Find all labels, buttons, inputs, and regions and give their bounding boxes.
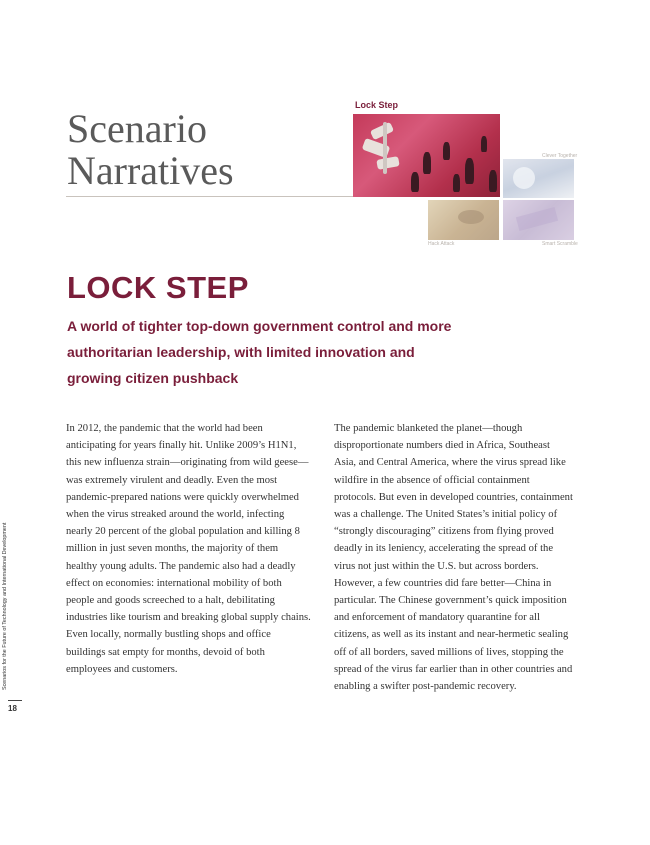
active-scenario-label: Lock Step xyxy=(355,100,399,110)
body-column-left: In 2012, the pandemic that the world had been anticipating for years finally hit. Unlike 2009’s H1N1, this new influenza strain—originating from wild geese—was extremely virulent and deadly. Even the most pandemic-prepared nations were quickly overwhelmed when the virus streaked around the world, infecting nearly 20 percent of the global population and killing 8 million in just seven months, the majority of them healthy young adults. The pandemic also had a deadly effect on economies: international mobility of both people and goods screeched to a halt, debilitating industries like tourism and breaking global supply chains. Even locally, normally bustling shops and office buildings sat empty for months, devoid of both employees and customers. xyxy=(66,423,311,675)
hack-attack-thumbnail xyxy=(428,200,499,240)
body-column-right: The pandemic blanketed the planet—though disproportionate numbers died in Africa, Southeast Asia, and Central America, where the virus spread like wildfire in the absence of official containment protocols. But even in developed countries, containment was a challenge. The United States’s initial policy of “strongly discouraging” citizens from flying proved deadly in its leniency, accelerating the spread of the virus not just within the U.S. but across borders. However, a few countries did fare better—China in particular. The Chinese government’s quick imposition and enforcement of mandatory quarantine for all citizens, as well as its instant and near-hermetic sealing off of all borders, saved millions of lives, stopping the spread of the virus far earlier than in other countries and enabling a swifter post-pandemic recovery. xyxy=(334,423,573,693)
lock-step-photo xyxy=(353,114,500,197)
running-title: Scenarios for the Future of Technology and International Development xyxy=(2,522,8,690)
header-title-line-1: Scenario xyxy=(67,106,207,151)
page-number: 18 xyxy=(8,704,17,713)
page-header xyxy=(67,108,234,192)
smart-scramble-thumbnail xyxy=(503,200,574,240)
thumb-label-hack-attack: Hack Attack xyxy=(428,241,455,247)
thumb-label-smart-scramble: Smart Scramble xyxy=(542,241,578,247)
header-title-line-2: Narratives xyxy=(67,148,234,193)
section-subtitle: A world of tighter top-down government control and more authoritarian leadership, with limited innovation and growing citizen pushback xyxy=(67,318,452,386)
section-title: LOCK STEP xyxy=(67,270,249,305)
header-divider xyxy=(66,196,356,197)
clever-together-thumbnail xyxy=(503,159,574,198)
thumb-label-clever-together: Clever Together xyxy=(542,153,578,159)
sidebar-divider xyxy=(8,700,22,701)
